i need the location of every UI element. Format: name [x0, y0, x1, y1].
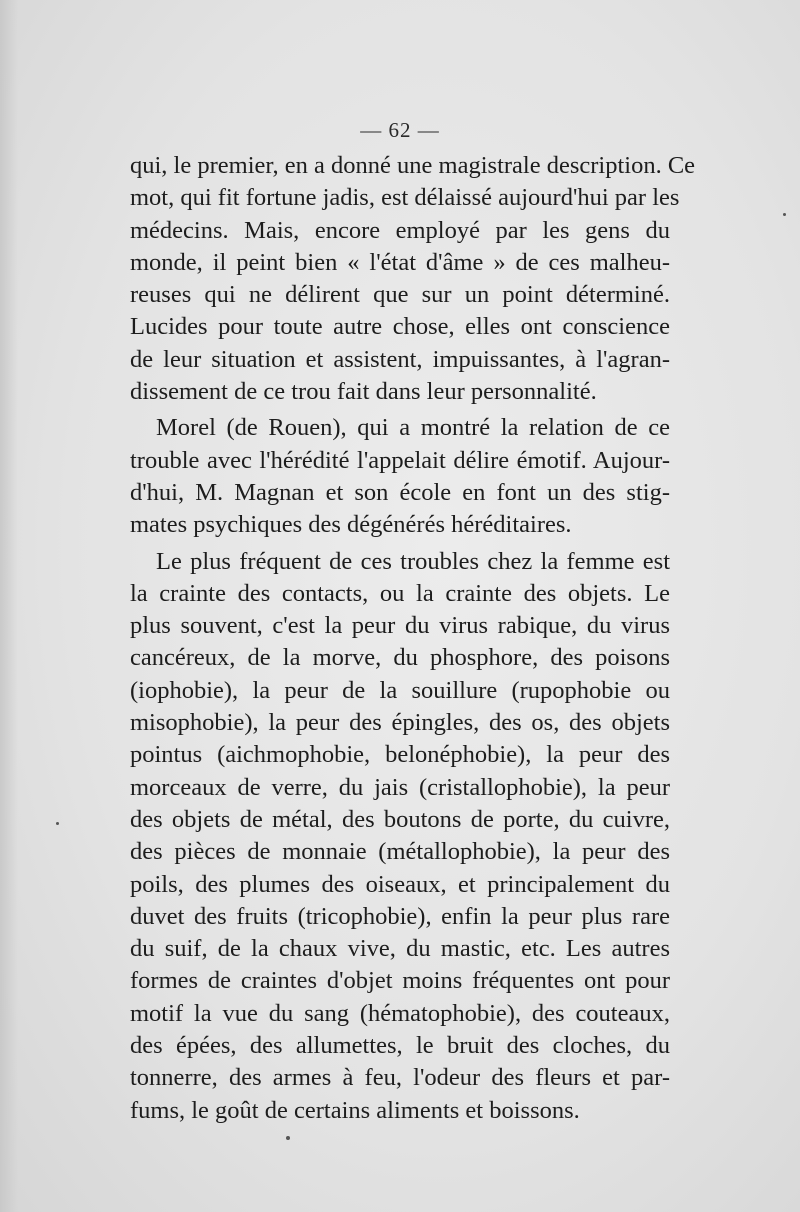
text-line: des objets de métal, des boutons de porte, du cuivre, [130, 805, 670, 833]
text-line: tonnerre, des armes à feu, l'odeur des fleurs et par- [130, 1064, 670, 1092]
text-line: formes de craintes d'objet moins fréquentes ont pour [130, 967, 670, 995]
text-line: reuses qui ne délirent que sur un point déterminé. [130, 281, 670, 309]
text-line: motif la vue du sang (hématophobie), des couteaux, [130, 999, 670, 1027]
paragraph-1 [130, 150, 696, 408]
text-line: poils, des plumes des oiseaux, et principalement du [130, 870, 670, 898]
text-line: misophobie), la peur des épingles, des os, des objets [130, 709, 670, 737]
ink-speck [286, 1136, 290, 1140]
text-line: du suif, de la chaux vive, du mastic, etc. Les autres [130, 935, 670, 963]
paragraph-2 [130, 412, 670, 541]
text-line: duvet des fruits (tricophobie), enfin la peur plus rare [130, 902, 670, 930]
text-line: fums, le goût de certains aliments et boissons. [130, 1096, 580, 1124]
text-line: mates psychiques des dégénérés héréditaires. [130, 511, 572, 539]
text-line: d'hui, M. Magnan et son école en font un des stig- [130, 478, 670, 506]
text-line: monde, il peint bien « l'état d'âme » de ces malheu- [130, 248, 670, 276]
text-line: Le plus fréquent de ces troubles chez la femme est [156, 547, 670, 575]
text-line: (iophobie), la peur de la souillure (rupophobie ou [130, 676, 670, 704]
text-line: pointus (aichmophobie, belonéphobie), la peur des [130, 741, 670, 769]
text-line: Lucides pour toute autre chose, elles ont conscience [130, 313, 670, 341]
text-line: plus souvent, c'est la peur du virus rabique, du virus [130, 612, 670, 640]
text-line: de leur situation et assistent, impuissantes, à l'agran- [130, 345, 670, 373]
page-number: — 62 — [360, 118, 440, 142]
text-line: dissement de ce trou fait dans leur personnalité. [130, 378, 597, 406]
text-line: trouble avec l'hérédité l'appelait délire émotif. Aujour- [130, 446, 670, 474]
paragraph-3 [130, 546, 670, 1127]
page-edge-shadow [0, 0, 18, 1212]
text-line: des pièces de monnaie (métallophobie), la peur des [130, 838, 670, 866]
text-line: qui, le premier, en a donné une magistrale description. Ce [130, 152, 696, 179]
text-line: Morel (de Rouen), qui a montré la relation de ce [156, 414, 670, 442]
text-line: médecins. Mais, encore employé par les gens du [130, 216, 670, 244]
text-line: la crainte des contacts, ou la crainte des objets. Le [130, 579, 670, 607]
body-text [130, 150, 696, 1127]
text-line: morceaux de verre, du jais (cristallophobie), la peur [130, 773, 670, 801]
text-line: cancéreux, de la morve, du phosphore, des poisons [130, 644, 670, 672]
ink-speck [56, 822, 59, 825]
ink-speck [783, 213, 786, 216]
text-line: mot, qui fit fortune jadis, est délaissé aujourd'hui par les [130, 184, 680, 212]
text-line: des épées, des allumettes, le bruit des cloches, du [130, 1032, 670, 1060]
